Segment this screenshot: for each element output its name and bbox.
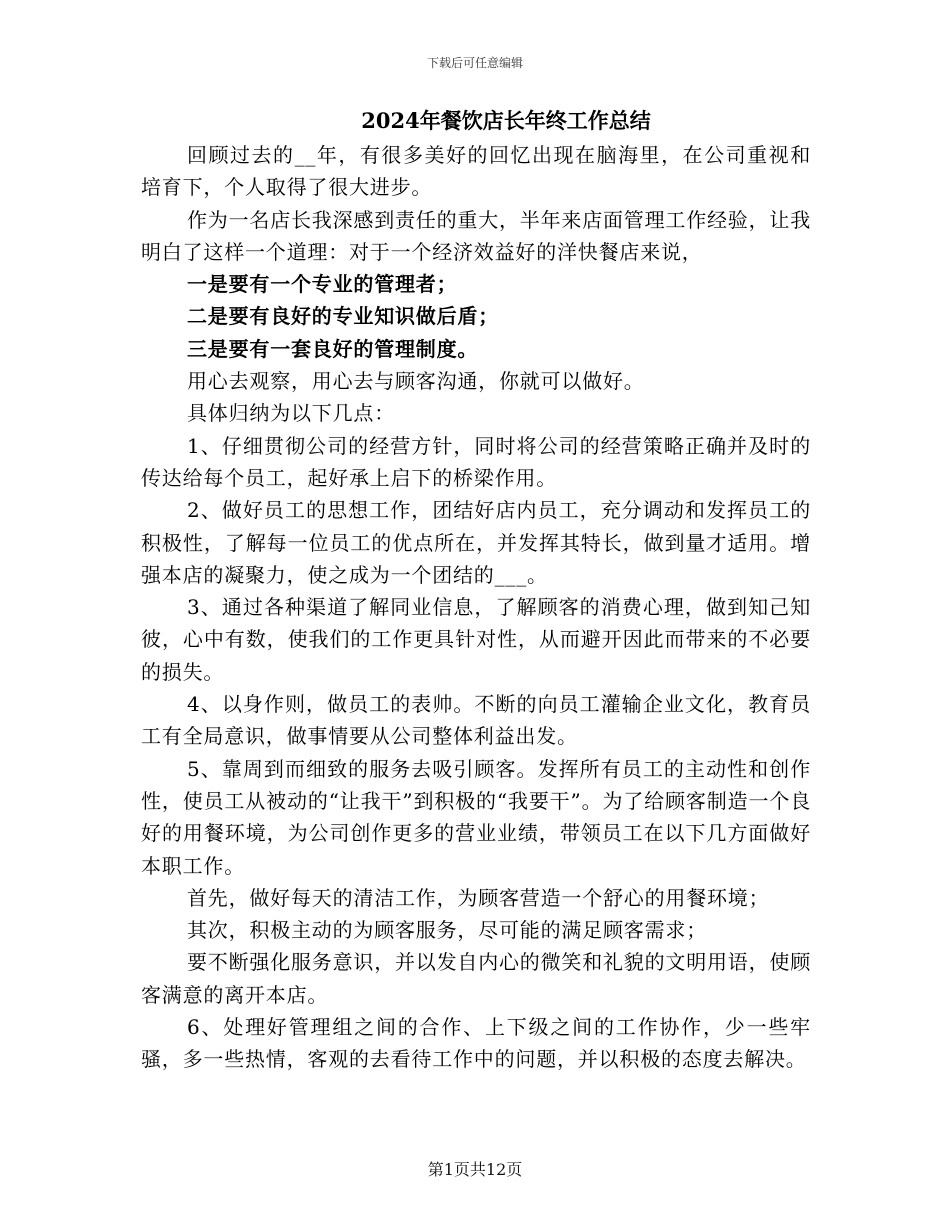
sub-item-first: 首先，做好每天的清洁工作，为顾客营造一个舒心的用餐环境； [187, 885, 770, 910]
list-item-4: 4、以身作则，做员工的表帅。不断的向员工灌输企业文化，教育员工有全局意识，做事情要从公司整体利益出发。 [141, 692, 811, 749]
page-header-note: 下载后可任意编辑 [426, 56, 523, 70]
paragraph-observe: 用心去观察，用心去与顾客沟通，你就可以做好。 [187, 369, 645, 394]
document-body [141, 103, 811, 1076]
document-title: 2024年餐饮店长年终工作总结 [361, 108, 651, 133]
page-number: 第1页共12页 [427, 1160, 523, 1179]
list-item-6: 6、处理好管理组之间的合作、上下级之间的工作协作，少一些牢骚，多一些热情，客观的去看待工作中的问题，并以积极的态度去解决。 [141, 1015, 811, 1072]
sub-item-service: 要不断强化服务意识，并以发自内心的微笑和礼貌的文明用语，使顾客满意的离开本店。 [141, 950, 811, 1007]
list-item-5: 5、靠周到而细致的服务去吸引顾客。发挥所有员工的主动性和创作性，使员工从被动的“让我干”到积极的“我要干”。为了给顾客制造一个良好的用餐环境，为公司创作更多的营业业绩，带领员工在以下几方面做好本职工作。 [141, 756, 811, 878]
sub-item-second: 其次，积极主动的为顾客服务，尽可能的满足顾客需求； [187, 918, 707, 943]
list-item-3: 3、通过各种渠道了解同业信息，了解顾客的消费心理，做到知己知彼，心中有数，使我们的工作更具针对性，从而避开因此而带来的不必要的损失。 [141, 595, 811, 684]
paragraph-summary-intro: 具体归纳为以下几点： [187, 401, 395, 426]
list-item-1: 1、仔细贯彻公司的经营方针，同时将公司的经营策略正确并及时的传达给每个员工，起好承上启下的桥梁作用。 [141, 433, 811, 490]
paragraph-intro-review: 回顾过去的__年，有很多美好的回忆出现在脑海里，在公司重视和培育下，个人取得了很大进步。 [141, 143, 811, 200]
key-point-manager: 一是要有一个专业的管理者； [187, 272, 458, 297]
key-point-system: 三是要有一套良好的管理制度。 [187, 336, 479, 361]
key-point-knowledge: 二是要有良好的专业知识做后盾； [187, 304, 499, 329]
paragraph-intro-responsibility: 作为一名店长我深感到责任的重大，半年来店面管理工作经验，让我明白了这样一个道理：对于一个经济效益好的洋快餐店来说， [141, 207, 811, 264]
list-item-2: 2、做好员工的思想工作，团结好店内员工，充分调动和发挥员工的积极性，了解每一位员工的优点所在，并发挥其特长，做到量才适用。增强本店的凝聚力，使之成为一个团结的___。 [141, 498, 811, 587]
